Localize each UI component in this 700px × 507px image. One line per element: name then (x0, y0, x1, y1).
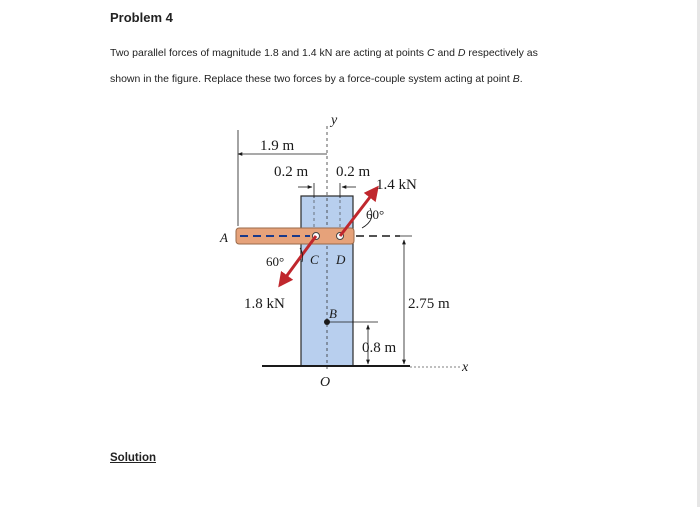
point-c-fig-label: C (310, 252, 319, 267)
point-d-fig-label: D (336, 252, 346, 267)
statement-text-1b: and (434, 47, 458, 59)
angle-c-label: 60° (266, 254, 285, 269)
dim-02-left-label: 0.2 m (274, 164, 309, 180)
statement-text-2a: shown in the figure. Replace these two forces by a force-couple system acting at point (110, 73, 513, 85)
dim-19-label: 1.9 m (260, 138, 295, 154)
point-d-label: D (457, 47, 466, 59)
point-b-fig-label: B (329, 306, 337, 321)
statement-text-1a: Two parallel forces of magnitude 1.8 and 1.4 kN are acting at points (110, 47, 427, 59)
solution-heading: Solution (110, 452, 156, 464)
column (301, 196, 353, 366)
angle-d-label: 60° (366, 207, 385, 222)
force-c-label: 1.8 kN (244, 296, 285, 312)
point-c-label: C (426, 47, 435, 59)
x-axis-label: x (462, 360, 469, 375)
dim-275-label: 2.75 m (408, 296, 450, 312)
problem-title: Problem 4 (110, 10, 173, 25)
dim-02-right-label: 0.2 m (336, 164, 371, 180)
y-axis-label: y (331, 113, 338, 128)
force-d-label: 1.4 kN (376, 177, 417, 193)
statement-text-2b: . (519, 73, 523, 85)
origin-label: O (320, 375, 331, 390)
statement-text-1c: respectively as (465, 47, 538, 59)
point-b-label: B (512, 73, 520, 85)
point-a-label: A (220, 230, 228, 245)
dim-08-label: 0.8 m (362, 340, 397, 356)
